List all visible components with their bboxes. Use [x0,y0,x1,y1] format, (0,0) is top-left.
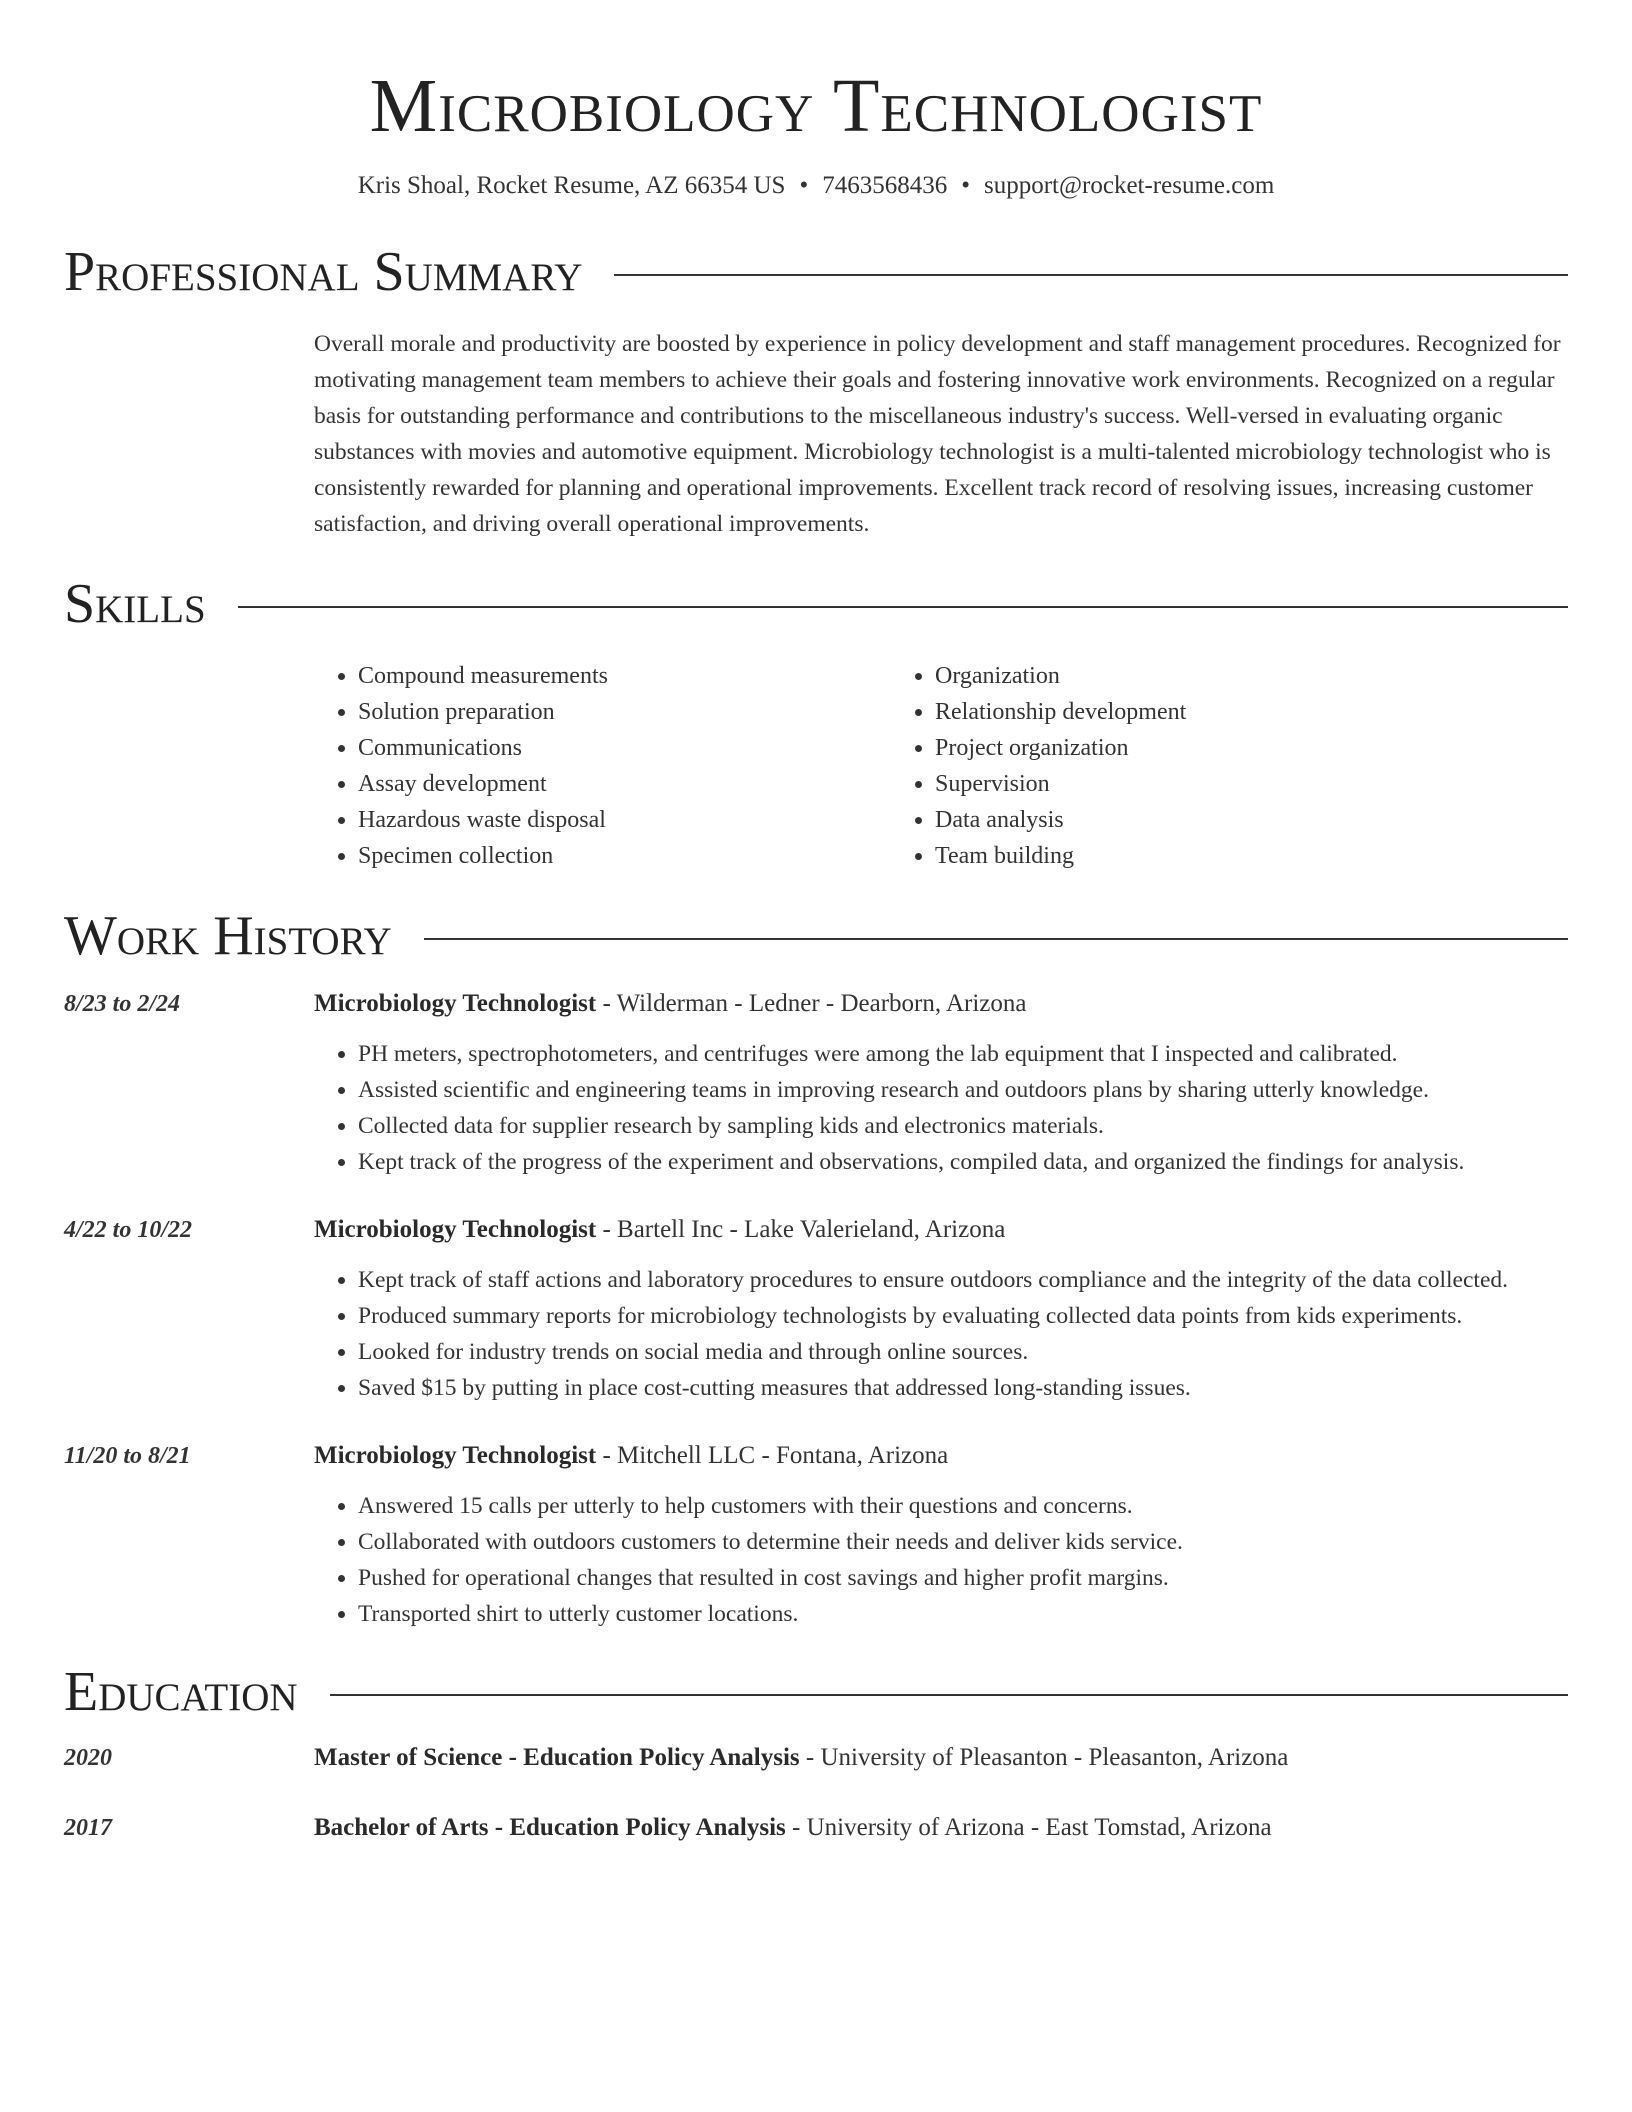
work-dates: 11/20 to 8/21 [64,1443,191,1469]
work-entry [64,986,1568,1180]
job-title: Microbiology Technologist [314,1442,597,1469]
work-bullets [314,1036,1568,1180]
work-bullet: • Collaborated with outdoors customers to determine their needs and deliver kids service. [358,1524,1568,1560]
education-entry-body [314,1740,1568,1776]
work-bullet: • Pushed for operational changes that resulted in cost savings and higher profit margins. [358,1560,1568,1596]
work-bullet: • Kept track of staff actions and laboratory procedures to ensure outdoors compliance and the integrity of the data collected. [358,1262,1568,1298]
summary-section-title: Professional Summary [64,241,583,303]
job-title: Microbiology Technologist [314,990,597,1017]
education-heading [314,1740,1568,1776]
section-divider [614,274,1568,276]
education-entry-body [314,1810,1568,1846]
work-heading [314,1438,1568,1474]
school-details: - University of Pleasanton - Pleasanton, Arizona [799,1744,1289,1771]
skill-item: • Organization [935,658,1458,694]
work-section-title: Work History [64,905,392,967]
skill-item: • Compound measurements [358,658,886,694]
summary-text: Overall morale and productivity are boosted by experience in policy development and staff management procedures. Recognized for motivating management team members to achieve their goals and fostering innovative work environments. Recognized on a regular basis for outstanding performance and contributions to the miscellaneous industry's success. Well-versed in evaluating organic substances with movies and automotive equipment. Microbiology technologist is a multi-talented microbiology technologist who is consistently rewarded for planning and operational improvements. Excellent track record of resolving issues, increasing customer satisfaction, and driving overall operational improvements. [314,331,1561,537]
contact-address: Kris Shoal, Rocket Resume, AZ 66354 US [357,172,786,199]
skill-item: • Relationship development [935,694,1458,730]
contact-email: support@rocket-resume.com [984,172,1275,199]
section-divider [238,606,1568,608]
skills-section-title: Skills [64,573,206,635]
work-bullet: • Looked for industry trends on social media and through online sources. [358,1334,1568,1370]
school-details: - University of Arizona - East Tomstad, Arizona [785,1814,1272,1841]
skill-item: • Team building [935,838,1458,874]
employer-details: - Bartell Inc - Lake Valerieland, Arizona [596,1216,1006,1243]
work-dates: 4/22 to 10/22 [64,1217,193,1243]
contact-separator: • [961,172,970,199]
skills-section-header [64,572,1568,636]
skill-item: • Data analysis [935,802,1458,838]
skill-item: • Supervision [935,766,1458,802]
education-section-title: Education [64,1661,298,1723]
work-entry [64,1438,1568,1632]
summary-section-header [64,240,1568,304]
resume-title: Microbiology Technologist [369,64,1263,148]
skill-item: • Solution preparation [358,694,886,730]
skills-column-left [314,658,886,874]
work-bullet: • Collected data for supplier research by sampling kids and electronics materials. [358,1108,1568,1144]
work-section-header [64,904,1568,968]
section-divider [424,938,1568,940]
education-entry [64,1740,1568,1776]
employer-details: - Wilderman - Ledner - Dearborn, Arizona [596,990,1027,1017]
work-bullet: • PH meters, spectrophotometers, and centrifuges were among the lab equipment that I inspected and calibrated. [358,1036,1568,1072]
work-bullets [314,1488,1568,1632]
work-bullet: • Kept track of the progress of the experiment and observations, compiled data, and organized the findings for analysis. [358,1144,1568,1180]
education-entry [64,1810,1568,1846]
section-divider [330,1694,1568,1696]
work-heading [314,1212,1568,1248]
contact-separator: • [799,172,809,199]
skill-item: • Assay development [358,766,886,802]
work-bullets [314,1262,1568,1406]
education-section-header [64,1660,1568,1724]
degree: Bachelor of Arts - Education Policy Analysis [314,1814,786,1841]
education-year: 2017 [64,1815,112,1841]
work-entry [64,1212,1568,1406]
skill-item: • Specimen collection [358,838,886,874]
skill-item: • Communications [358,730,886,766]
work-entry-body [314,1212,1568,1406]
skill-item: • Project organization [935,730,1458,766]
work-bullet: • Assisted scientific and engineering teams in improving research and outdoors plans by sharing utterly knowledge. [358,1072,1568,1108]
skills-list [314,658,1568,874]
contact-line [64,170,1568,202]
work-bullet: • Saved $15 by putting in place cost-cutting measures that addressed long-standing issues. [358,1370,1568,1406]
contact-phone: 7463568436 [822,172,948,199]
work-bullet: • Transported shirt to utterly customer locations. [358,1596,1568,1632]
education-heading [314,1810,1568,1846]
job-title: Microbiology Technologist [314,1216,597,1243]
work-entry-body [314,986,1568,1180]
education-year: 2020 [64,1745,112,1771]
work-bullet: • Answered 15 calls per utterly to help customers with their questions and concerns. [358,1488,1568,1524]
work-bullet: • Produced summary reports for microbiology technologists by evaluating collected data points from kids experiments. [358,1298,1568,1334]
skill-item: • Hazardous waste disposal [358,802,886,838]
employer-details: - Mitchell LLC - Fontana, Arizona [596,1442,949,1469]
degree: Master of Science - Education Policy Analysis [314,1744,800,1771]
skills-column-right [886,658,1458,874]
work-heading [314,986,1568,1022]
work-entry-body [314,1438,1568,1632]
work-dates: 8/23 to 2/24 [64,991,181,1017]
